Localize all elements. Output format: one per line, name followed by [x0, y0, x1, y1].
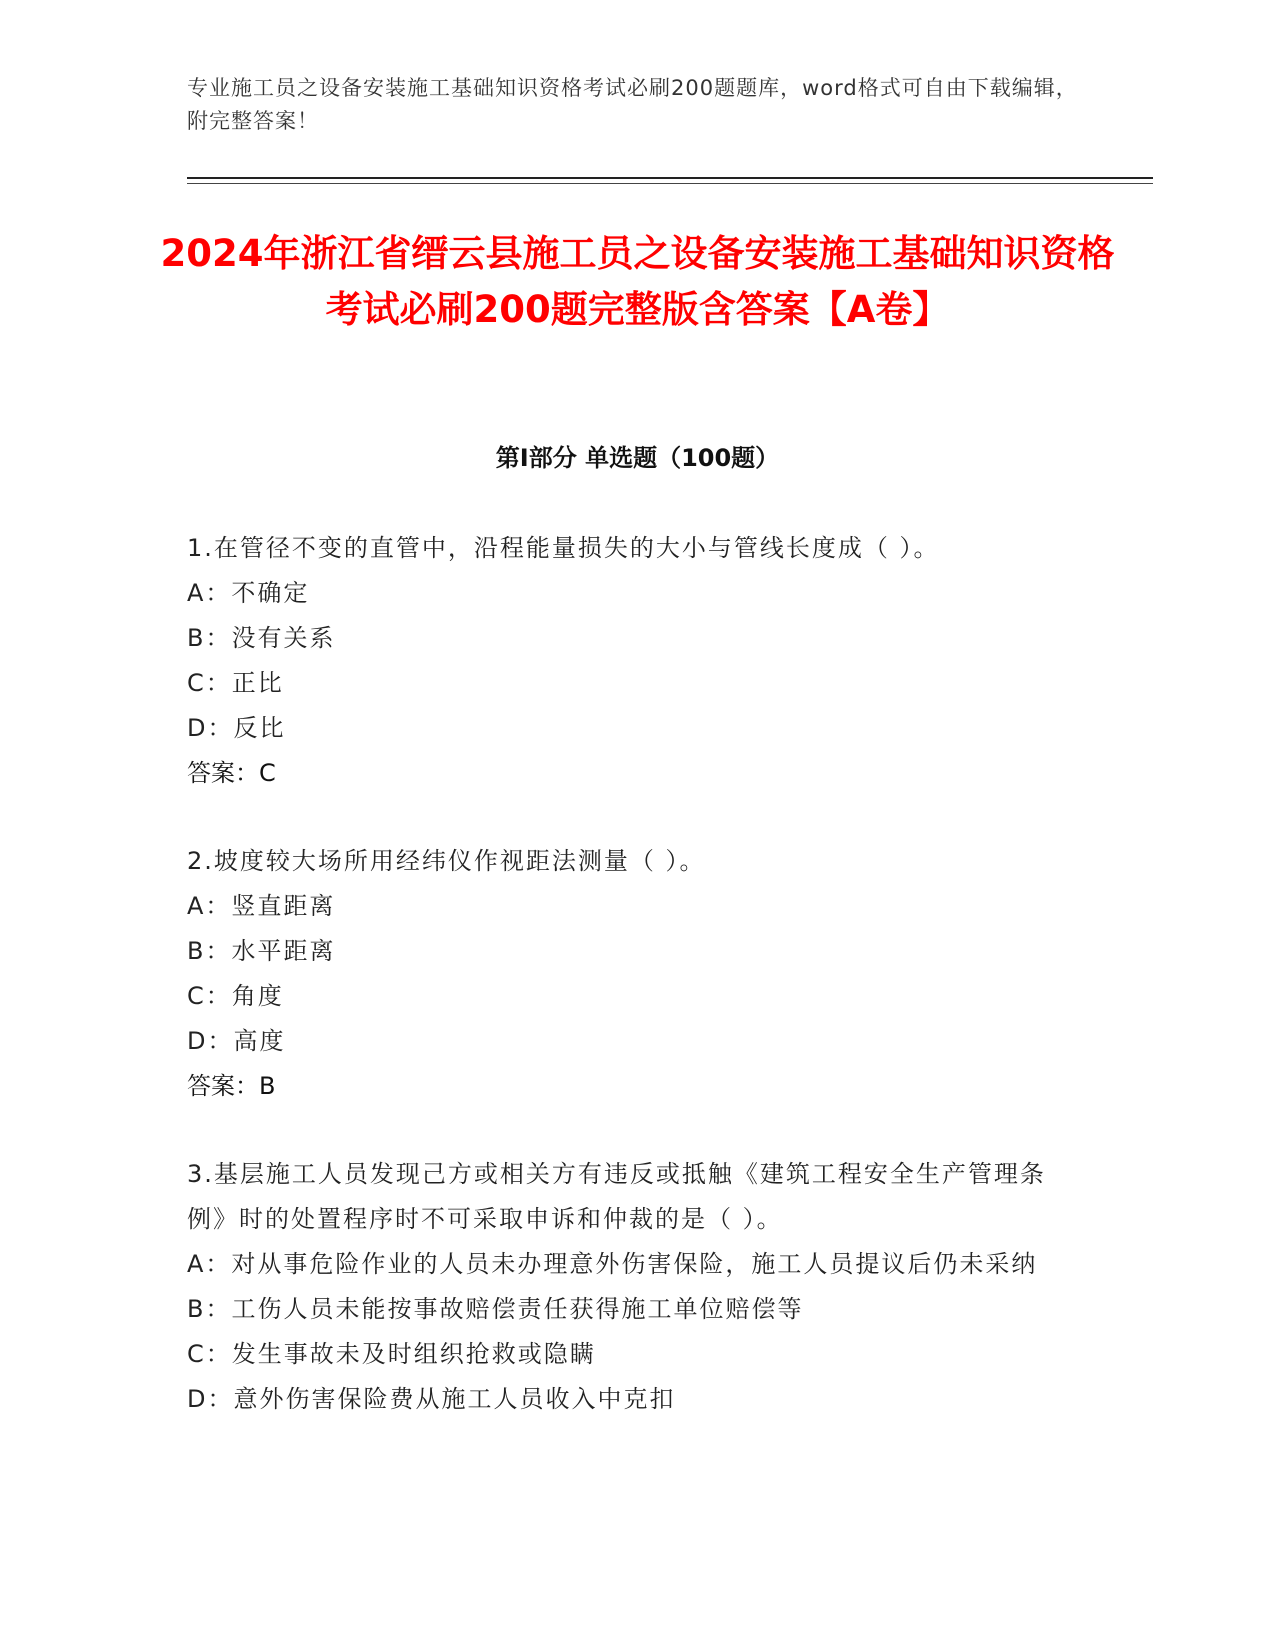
option-d: D：高度: [187, 1027, 286, 1055]
question-1: [187, 526, 1077, 796]
option-c: C：正比: [187, 669, 284, 697]
option-a: A：不确定: [187, 579, 310, 607]
question-stem: 1.在管径不变的直管中，沿程能量损失的大小与管线长度成（ ）。: [187, 534, 940, 562]
option-a: A：竖直距离: [187, 892, 336, 920]
document-title: 2024年浙江省缙云县施工员之设备安装施工基础知识资格考试必刷200题完整版含答案【A卷】: [160, 232, 1115, 331]
option-b: B：没有关系: [187, 624, 336, 652]
question-2: [187, 839, 1077, 1109]
option-d: D：反比: [187, 714, 286, 742]
header-rule-thin: [187, 183, 1153, 184]
page-header: 专业施工员之设备安装施工基础知识资格考试必刷200题题库，word格式可自由下载编辑，附完整答案！: [187, 76, 1078, 133]
section-title: 第I部分 单选题（100题）: [495, 444, 780, 472]
answer: 答案：B: [187, 1072, 276, 1100]
option-b: B：工伤人员未能按事故赔偿责任获得施工单位赔偿等: [187, 1295, 804, 1323]
option-a: A：对从事危险作业的人员未办理意外伤害保险，施工人员提议后仍未采纳: [187, 1250, 1038, 1278]
option-b: B：水平距离: [187, 937, 336, 965]
header-rule-thick: [187, 177, 1153, 179]
question-stem: 2.坡度较大场所用经纬仪作视距法测量（ ）。: [187, 847, 706, 875]
question-stem: 3.基层施工人员发现己方或相关方有违反或抵触《建筑工程安全生产管理条例》时的处置程序时不可采取申诉和仲裁的是（ ）。: [187, 1160, 1046, 1233]
question-3: [187, 1152, 1077, 1422]
question-gap: [187, 796, 1077, 839]
question-list: [187, 526, 1077, 1422]
answer: 答案：C: [187, 759, 276, 787]
question-gap: [187, 1109, 1077, 1152]
option-d: D：意外伤害保险费从施工人员收入中克扣: [187, 1385, 676, 1413]
option-c: C：发生事故未及时组织抢救或隐瞒: [187, 1340, 596, 1368]
option-c: C：角度: [187, 982, 284, 1010]
